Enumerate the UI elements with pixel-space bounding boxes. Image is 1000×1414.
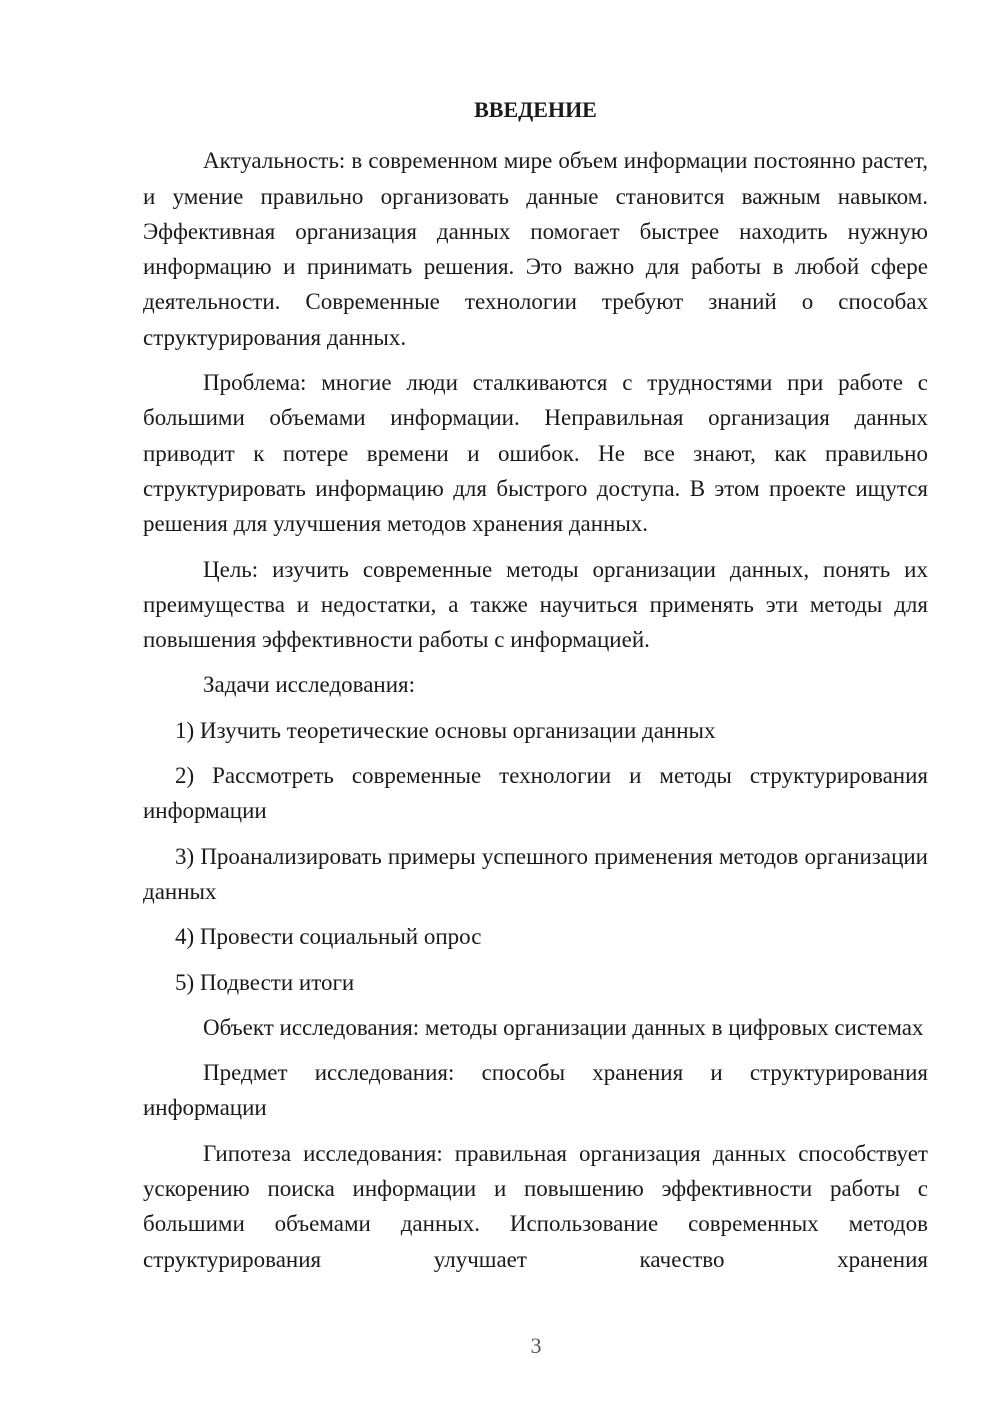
task-item-1: 1) Изучить теоретические основы организации данных: [175, 717, 716, 743]
task-item-2: 2) Рассмотреть современные технологии и методы структурирования информации: [143, 763, 928, 824]
tasks-heading: Задачи исследования:: [203, 672, 416, 698]
document-body: [143, 92, 928, 1287]
section-title: ВВЕДЕНИЕ: [474, 97, 597, 122]
goal-paragraph: Цель: изучить современные методы организации данных, понять их преимущества и недостатки, а также научиться применять эти методы для повышения эффективности работы с информацией.: [143, 556, 928, 653]
page-number: 3: [530, 1333, 542, 1358]
relevance-paragraph: Актуальность: в современном мире объем информации постоянно растет, и умение правильно организовать данные становится важным навыком. Эффективная организация данных помогает быстрее находить нужную информацию и принимать решения. Это важно для работы в любой сфере деятельности. Современные технологии требуют знаний о способах структурирования данных.: [143, 148, 928, 350]
hypothesis-paragraph: Гипотеза исследования: правильная организация данных способствует ускорению поиска информации и повышению эффективности работы с большими объемами данных. Использование современных методов структурирования улучшает качество хранения: [143, 1140, 928, 1272]
task-item-4: 4) Провести социальный опрос: [175, 924, 482, 950]
object-paragraph: Объект исследования: методы организации данных в цифровых системах: [203, 1014, 924, 1040]
subject-paragraph: Предмет исследования: способы хранения и структурирования информации: [143, 1060, 928, 1121]
problem-paragraph: Проблема: многие люди сталкиваются с трудностями при работе с большими объемами информации. Неправильная организация данных приводит к потере времени и ошибок. Не все знают, как правильно структурировать информацию для быстрого доступа. В этом проекте ищутся решения для улучшения методов хранения данных.: [143, 370, 928, 537]
task-item-3: 3) Проанализировать примеры успешного применения методов организации данных: [143, 843, 928, 904]
task-item-5: 5) Подвести итоги: [175, 969, 355, 995]
